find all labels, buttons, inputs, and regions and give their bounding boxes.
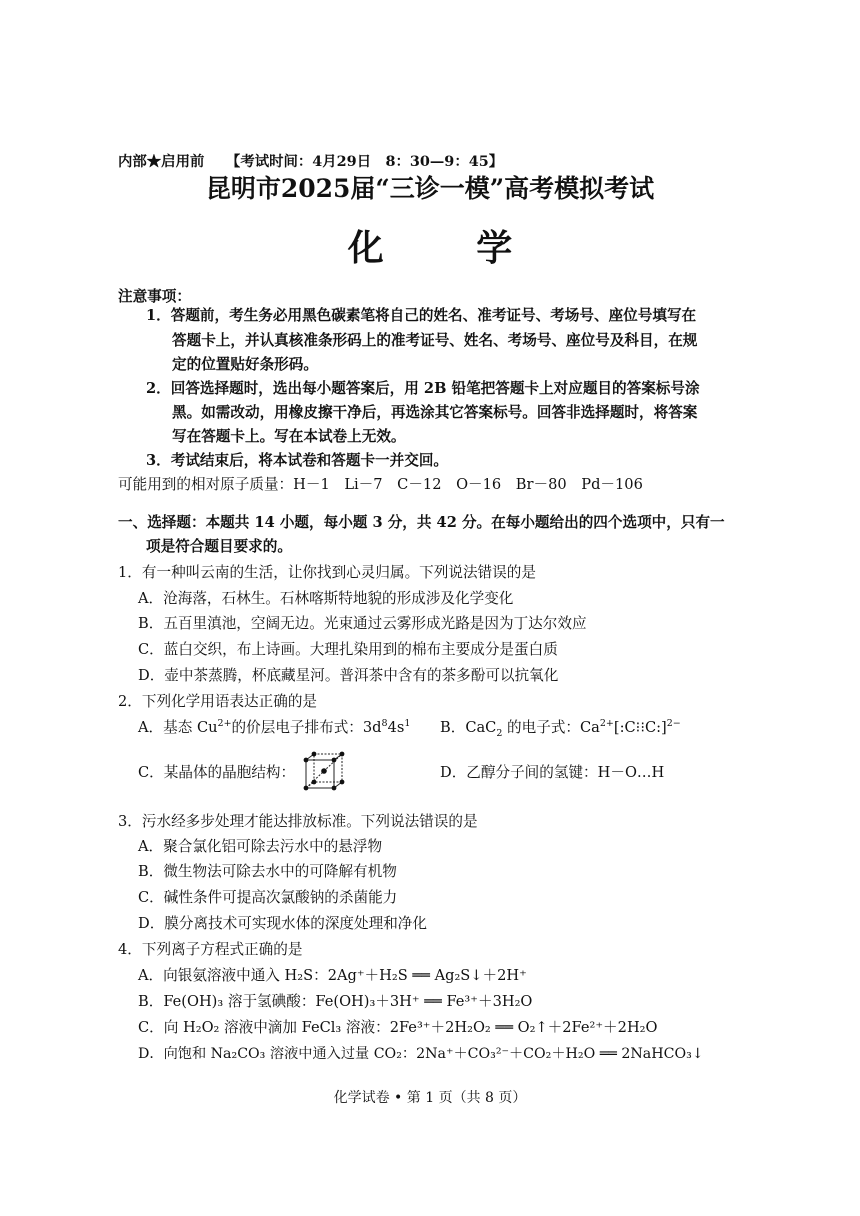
note-1-line-2: 答题卡上，并认真核准条形码上的准考证号、姓名、考场号、座位号及科目，在规: [172, 332, 698, 349]
note-2-line-2: 黑。如需改动，用橡皮擦干净后，再选涂其它答案标号。回答非选择题时，将答案: [172, 404, 698, 421]
exam-time-line: 内部★启用前 【考试时间：4月29日 8：30—9：45】: [118, 153, 504, 170]
q4-option-b: B．Fe(OH)₃ 溶于氢碘酸：Fe(OH)₃＋3H⁺ ══ Fe³⁺＋3H₂O: [138, 993, 533, 1010]
q2-option-c: C．某晶体的晶胞结构：: [138, 764, 296, 781]
section-heading-line-2: 项是符合题目要求的。: [146, 538, 292, 555]
q3-option-c: C．碱性条件可提高次氯酸钠的杀菌能力: [138, 889, 398, 906]
page-footer: 化学试卷 • 第 1 页（共 8 页）: [333, 1090, 527, 1106]
note-1-line-3: 定的位置贴好条形码。: [172, 356, 318, 373]
page-title: 昆明市2025届“三诊一模”高考模拟考试: [205, 174, 655, 203]
q1-option-b: B．五百里滇池，空阔无边。光束通过云雾形成光路是因为丁达尔效应: [138, 615, 587, 632]
notes-heading: 注意事项：: [118, 288, 191, 305]
q3-option-a: A．聚合氯化铝可除去污水中的悬浮物: [138, 838, 383, 855]
note-1-line-1: 1．答题前，考生务必用黑色碳素笔将自己的姓名、准考证号、考场号、座位号填写在: [146, 307, 697, 324]
q1-option-a: A．沧海落，石林生。石林喀斯特地貌的形成涉及化学变化: [138, 590, 514, 607]
note-2-line-3: 写在答题卡上。写在本试卷上无效。: [172, 428, 406, 445]
note-2-line-1: 2．回答选择题时，选出每小题答案后，用 2B 铅笔把答题卡上对应题目的答案标号涂: [146, 380, 700, 397]
q1-stem: 1．有一种叫云南的生活，让你找到心灵归属。下列说法错误的是: [118, 564, 536, 581]
q2-option-b: B．CaC$_2$ 的电子式：$Ca^{2+}[:C⁝⁝C:]^{2-}$: [440, 718, 681, 739]
note-3: 3．考试结束后，将本试卷和答题卡一并交回。: [146, 452, 449, 469]
q4-option-a: A．向银氨溶液中通入 H₂S：2Ag⁺＋H₂S ══ Ag₂S↓＋2H⁺: [138, 967, 527, 984]
q3-stem: 3．污水经多步处理才能达排放标准。下列说法错误的是: [118, 813, 478, 830]
q4-option-d: D．向饱和 Na₂CO₃ 溶液中通入过量 CO₂：2Na⁺＋CO₃²⁻＋CO₂＋H₂O ══ 2NaHCO₃↓: [138, 1046, 704, 1062]
crystal-cell-diagram: [302, 750, 346, 794]
atomic-mass-line: 可能用到的相对原子质量：H－1 Li－7 C－12 O－16 Br－80 Pd－106: [118, 476, 643, 493]
q1-option-c: C．蓝白交织，布上诗画。大理扎染用到的棉布主要成分是蛋白质: [138, 641, 558, 658]
q3-option-d: D．膜分离技术可实现水体的深度处理和净化: [138, 915, 427, 932]
q4-option-c: C．向 H₂O₂ 溶液中滴加 FeCl₃ 溶液：2Fe³⁺＋2H₂O₂ ══ O₂↑＋2Fe²⁺＋2H₂O: [138, 1019, 658, 1036]
q2-option-d: D．乙醇分子间的氢键：H－O…H: [440, 764, 665, 781]
q2-option-a: A．基态 $Cu^{2+}$的价层电子排布式：$3d^84s^1$: [138, 718, 411, 736]
q1-option-d: D．壶中茶蒸腾，杯底藏星河。普洱茶中含有的茶多酚可以抗氧化: [138, 667, 559, 684]
q3-option-b: B．微生物法可除去水中的可降解有机物: [138, 863, 397, 880]
q4-stem: 4．下列离子方程式正确的是: [118, 941, 303, 958]
subject-title: 化 学: [347, 227, 553, 269]
q2-stem: 2．下列化学用语表达正确的是: [118, 693, 318, 710]
section-heading-line-1: 一、选择题：本题共 14 小题，每小题 3 分，共 42 分。在每小题给出的四个选项中，只有一: [118, 514, 725, 531]
